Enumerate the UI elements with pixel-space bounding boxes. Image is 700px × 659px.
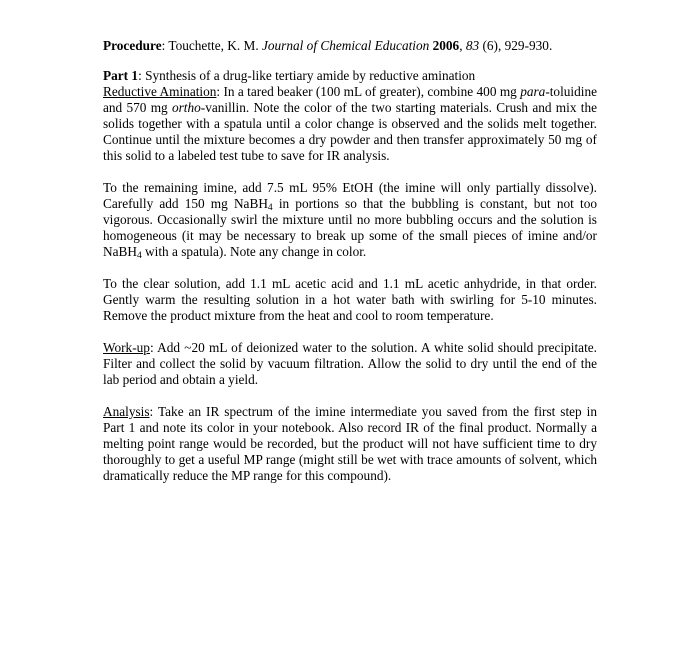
ortho-prefix: ortho [171,100,201,115]
reductive-amination-text-3: -vanillin. Note the color of the two starting materials. Crush and mix the solids together with a spatula until a color change is observed and the solids melt together. Continue until the mixture becomes a dry powder and then transfer approximately 50 mg of this solid to a labeled test tube to save for IR analysis. [103,100,597,163]
workup-text: : Add ~20 mL of deionized water to the solution. A white solid should precipitate. Filter and collect the solid by vacuum filtration. Allow the solid to dry until the end of the lab period and obtain a yield. [103,340,597,387]
imine-subscript-2: 4 [136,251,142,261]
reductive-amination-paragraph [103,84,597,164]
imine-paragraph [103,180,597,260]
reductive-amination-text-2: -toluidine and 570 mg [103,84,598,115]
part1-heading-label: Part 1 [103,68,139,83]
imine-text-2: in portions so that the bubbling is constant, but not too vigorous. Occasionally swirl the mixture until no more bubbling occurs and the solution is homogeneous (it may be necessary to break up some of the small pieces of imine and/or NaBH [103,196,597,259]
acetic-paragraph [103,276,597,324]
imine-text-3: with a spatula). Note any change in color. [141,244,367,259]
reductive-amination-label: Reductive Amination [103,84,217,99]
procedure-sep: : [161,38,169,53]
reductive-amination-text-1: : In a tared beaker (100 mL of greater), combine 400 mg [216,84,521,99]
procedure-volume: 83 [465,38,480,53]
para-prefix: para [520,84,546,99]
procedure-citation [103,38,597,54]
procedure-label: Procedure [103,38,162,53]
document-page [103,38,597,484]
procedure-pages: (6), 929-930. [479,38,553,53]
imine-text-1: To the remaining imine, add 7.5 mL 95% EtOH (the imine will only partially dissolve). Carefully add 150 mg NaBH [103,180,597,211]
procedure-space-2: , [459,38,466,53]
workup-label: Work-up [103,340,150,355]
imine-subscript-1: 4 [267,203,273,213]
part1-heading [103,68,597,84]
workup-paragraph [103,340,597,388]
procedure-authors: Touchette, K. M. [168,38,262,53]
procedure-year: 2006 [432,38,460,53]
acetic-text: To the clear solution, add 1.1 mL acetic acid and 1.1 mL acetic anhydride, in that order. Gently warm the resulting solution in a hot water bath with swirling for 5-10 minutes. Remove the product mixture from the heat and cool to room temperature. [103,276,597,323]
procedure-journal: Journal of Chemical Education [261,38,430,53]
analysis-label: Analysis [103,404,150,419]
part1-heading-text: : Synthesis of a drug-like tertiary amide by reductive amination [138,68,476,83]
analysis-paragraph [103,404,597,484]
analysis-text: : Take an IR spectrum of the imine intermediate you saved from the first step in Part 1 and note its color in your notebook. Also record IR of the final product. Normally a melting point range would be recorded, but the product will not have sufficient time to dry thoroughly to get a useful MP range (might still be wet with trace amounts of solvent, which dramatically reduce the MP range for this compound). [103,404,597,483]
